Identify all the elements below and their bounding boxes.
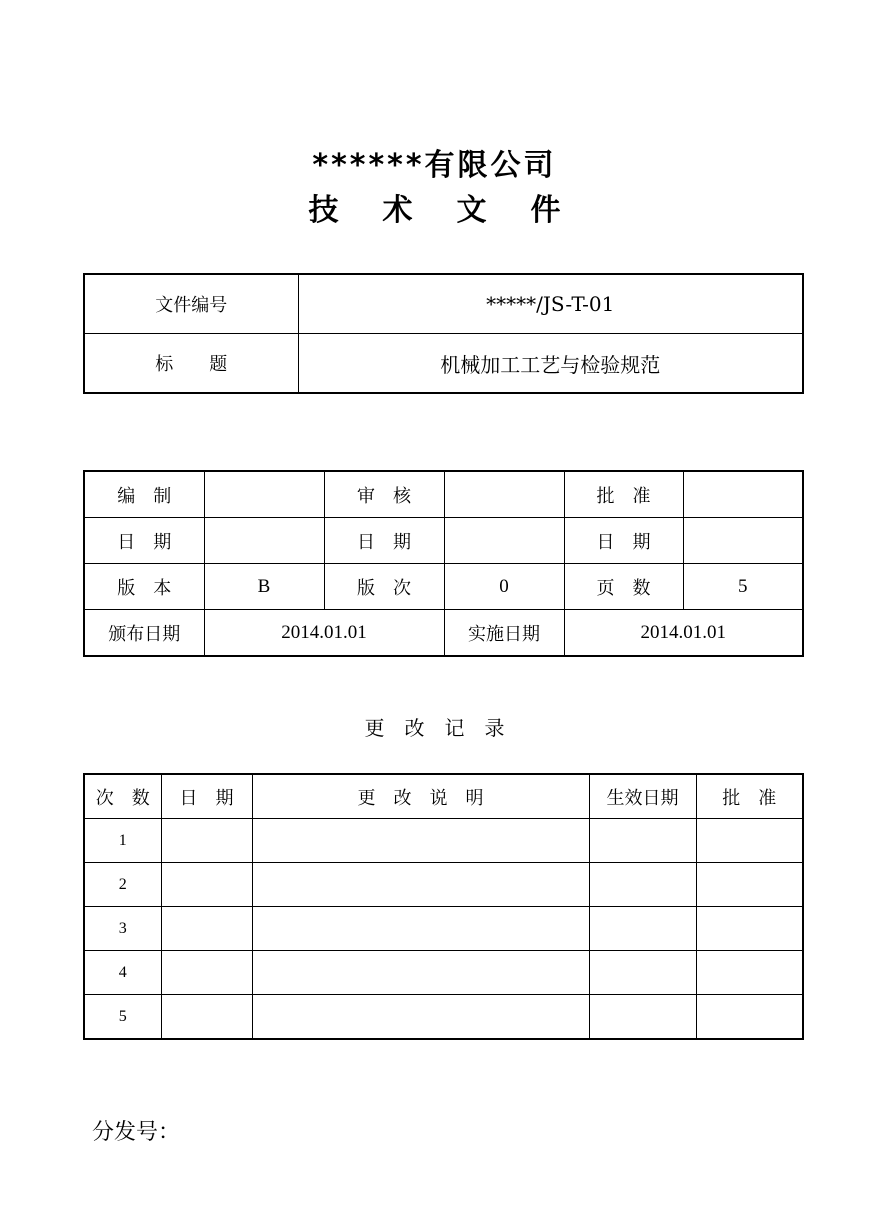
row-approval	[696, 863, 803, 907]
version-value: B	[204, 564, 324, 610]
row-effective-date	[589, 951, 696, 995]
row-description	[252, 995, 589, 1040]
change-record-heading: 更 改 记 录	[364, 716, 505, 740]
row-approval	[696, 951, 803, 995]
table-row	[84, 951, 803, 995]
row-effective-date	[589, 863, 696, 907]
row-date	[161, 951, 252, 995]
row-effective-date	[589, 819, 696, 863]
doc-type-char: 技	[308, 193, 339, 228]
row-date	[161, 819, 252, 863]
approved-value	[683, 471, 803, 518]
row-number: 4	[84, 951, 161, 995]
doc-type-char: 文	[456, 193, 487, 228]
doc-title-label: 标 题	[84, 334, 298, 394]
row-date	[161, 995, 252, 1040]
approval-table	[83, 470, 804, 657]
document-info-table	[83, 273, 804, 394]
doc-number-label: 文件编号	[84, 274, 298, 334]
row-effective-date	[589, 995, 696, 1040]
prepared-date-value	[204, 518, 324, 564]
table-row	[84, 995, 803, 1040]
company-name: ******有限公司	[312, 148, 557, 183]
effective-date-label: 实施日期	[444, 610, 564, 657]
row-number: 3	[84, 907, 161, 951]
change-header-row	[84, 774, 803, 819]
row-description	[252, 907, 589, 951]
reviewed-date-value	[444, 518, 564, 564]
doc-title-row	[84, 334, 803, 394]
col-header-date: 日 期	[161, 774, 252, 819]
table-row	[84, 863, 803, 907]
version-label: 版 本	[84, 564, 204, 610]
revision-value: 0	[444, 564, 564, 610]
doc-type-char: 件	[530, 193, 561, 228]
row-date	[161, 907, 252, 951]
issue-date-label: 颁布日期	[84, 610, 204, 657]
row-approval	[696, 819, 803, 863]
prepared-label: 编 制	[84, 471, 204, 518]
change-record-table	[83, 773, 804, 1040]
row-approval	[696, 907, 803, 951]
doc-type-char: 术	[382, 193, 413, 228]
row-approval	[696, 995, 803, 1040]
row-number: 5	[84, 995, 161, 1040]
doc-title-value: 机械加工工艺与检验规范	[298, 334, 803, 394]
approval-row-dates	[84, 518, 803, 564]
row-number: 2	[84, 863, 161, 907]
table-row	[84, 819, 803, 863]
effective-date-value: 2014.01.01	[564, 610, 803, 657]
approval-row-version	[84, 564, 803, 610]
prepared-date-label: 日 期	[84, 518, 204, 564]
col-header-count: 次 数	[84, 774, 161, 819]
pages-label: 页 数	[564, 564, 683, 610]
approval-row-issue	[84, 610, 803, 657]
issue-date-value: 2014.01.01	[204, 610, 444, 657]
row-description	[252, 951, 589, 995]
pages-value: 5	[683, 564, 803, 610]
row-date	[161, 863, 252, 907]
doc-number-value: *****/JS-T-01	[298, 274, 803, 334]
approved-date-label: 日 期	[564, 518, 683, 564]
reviewed-date-label: 日 期	[324, 518, 444, 564]
distribution-number-label: 分发号：	[92, 1120, 181, 1145]
approval-row-signatures	[84, 471, 803, 518]
table-row	[84, 907, 803, 951]
row-effective-date	[589, 907, 696, 951]
revision-label: 版 次	[324, 564, 444, 610]
approved-date-value	[683, 518, 803, 564]
document-type-title	[0, 185, 869, 229]
doc-number-row	[84, 274, 803, 334]
reviewed-label: 审 核	[324, 471, 444, 518]
row-description	[252, 819, 589, 863]
prepared-value	[204, 471, 324, 518]
col-header-approval: 批 准	[696, 774, 803, 819]
col-header-description: 更 改 说 明	[252, 774, 589, 819]
row-description	[252, 863, 589, 907]
approved-label: 批 准	[564, 471, 683, 518]
row-number: 1	[84, 819, 161, 863]
reviewed-value	[444, 471, 564, 518]
col-header-effective-date: 生效日期	[589, 774, 696, 819]
